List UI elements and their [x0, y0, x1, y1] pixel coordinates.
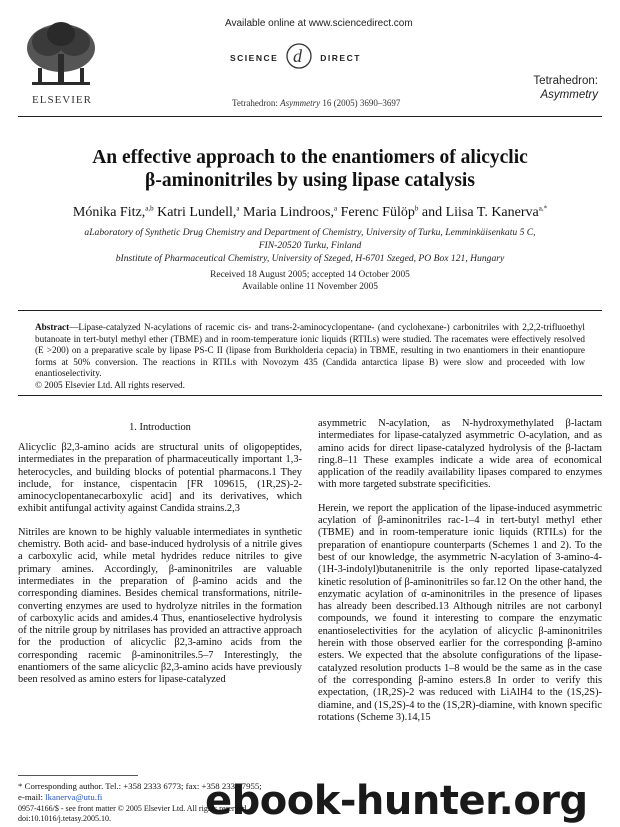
title-line-1: An effective approach to the enantiomers of alicyclic: [92, 147, 528, 168]
intro-paragraph-4: Herein, we report the application of the lipase-induced asymmetric acylation of β-aminonitriles rac-1–4 in tert-butyl methyl ether (TBME) and in room-temperature ionic liquids (RTILs) for the preparation of enantiopure counterparts (Schemes 1 and 2). To the best of our knowledge, the asymmetric N-acylation of 3-amino-4-(1H-3-indolyl)butanenitrile is the only reported lipase-catalyzed kinetic resolution of β-aminonitriles so far.12 On the other hand, the enzymatic acylation of α-aminonitriles in the presence of lipases has already been described.13 Although nitriles are not carbonyl compounds, we found it interesting to compare the enzymatic enantioselectivities for the acylation of alicyclic β-aminonitriles herein with those observed earlier for the corresponding β-amino esters. We expected that the absolute configurations of the lipase-catalyzed resolution products 1–8 would be the same as in the case of the corresponding β-amino esters.8 In order to verify this expectation, (1R,2S)-2 was reduced with LiAlH4 to the (1S,2S)-diamine, and (1S,2S)-4 to the (1S,2R)-diamine, with known specific rotations (Scheme 3).14,15: [318, 502, 602, 723]
journal-name-line2: Asymmetry: [540, 89, 598, 101]
received-dates: Received 18 August 2005; accepted 14 October 2005: [210, 270, 410, 280]
doi-line: doi:10.1016/j.tetasy.2005.10.: [18, 814, 112, 823]
publisher-name: ELSEVIER: [32, 94, 92, 106]
available-online-text: Available online at www.sciencedirect.com: [225, 18, 413, 29]
abstract-top-rule: [18, 310, 602, 311]
citation-line: [232, 98, 400, 108]
sciencedirect-left-word: SCIENCE: [230, 53, 279, 63]
citation-journal: Asymmetry: [280, 98, 321, 108]
issn-doi-block: [18, 804, 248, 824]
abstract-text: —Lipase-catalyzed N-acylations of racemic cis- and trans-2-aminocyclopentane- (and cyclohexane-) carbonitriles with 2,2,2-trifluoethyl butanoate in tert-butyl methyl ether (TBME) and in room-temperature ionic liquids (RTILs) were studied. The racemates were effectively resolved (E >200) on a preparative scale by lipase PS-C II (lipase from Burkholderia cepacia) in TBME, resulting in two enantiomers in their enantiopure forms at 50% conversion. The reactions in RTILs with Novozym 435 (Candida antarctica lipase B) were slow and proceeded with low enantioselectivity.: [35, 322, 585, 379]
abstract-label: Abstract: [35, 322, 70, 332]
affiliation-a-line2: FIN-20520 Turku, Finland: [258, 239, 362, 251]
intro-paragraph-1: Alicyclic β2,3-amino acids are structural units of oligopeptides, intermediates in the preparation of pharmaceutically important 1,3-heterocycles, and building blocks of potential pharmacons.1 They include, for instance, cispentacin [FR 109615, (1R,2S)-2-aminocyclopentanecarboxylic acid] and its derivatives, which exhibit antifungal activity against Candida strains.2,3: [18, 442, 302, 515]
svg-text:d: d: [293, 45, 303, 66]
journal-brand: [533, 74, 598, 102]
author-list: Mónika Fitz,$^{a,b}$ Katri Lundell,$^a$ Maria Lindroos,$^a$ Ferenc Fülöp$^b$ and Liisa T. Kanerva$^{a,*}$: [72, 204, 548, 220]
abstract-bottom-rule: [18, 395, 602, 396]
header-rule: [18, 116, 602, 117]
abstract-block: [35, 322, 585, 392]
footnote-rule: [18, 775, 138, 776]
article-title: [0, 146, 620, 192]
sciencedirect-logo: [230, 43, 361, 73]
affiliation-a-line1: aLaboratory of Synthetic Drug Chemistry and Department of Chemistry, University of Turku, Lemminkäisenkatu 5 C,: [84, 227, 536, 238]
email-label: e-mail:: [18, 792, 46, 802]
citation-suffix: 16 (2005) 3690–3697: [320, 98, 401, 108]
title-line-2: β-aminonitriles by using lipase catalysis: [145, 170, 475, 191]
left-column: [18, 442, 302, 698]
affiliation-a: [40, 227, 580, 252]
sciencedirect-d-icon: [284, 41, 314, 76]
author-email-link[interactable]: lkanerva@utu.fi: [45, 792, 103, 802]
affiliation-b: bInstitute of Pharmaceutical Chemistry, University of Szeged, H-6701 Szeged, PO Box 121, Hungary: [115, 253, 505, 264]
section-title: 1. Introduction: [129, 422, 191, 433]
citation-prefix: Tetrahedron:: [232, 98, 281, 108]
abstract-copyright: © 2005 Elsevier Ltd. All rights reserved.: [35, 379, 185, 390]
issn-line: 0957-4166/$ - see front matter © 2005 Elsevier Ltd. All rights reserved.: [18, 804, 249, 813]
intro-paragraph-3: asymmetric N-acylation, as N-hydroxymethylated β-lactam intermediates for lipase-catalyzed asymmetric O-acylation, and as amino acids for direct lipase-catalyzed hydrolysis of the β-lactam ring.8–11 These examples indicate a wide area of economical application of the readily availability lipases compared to enzymes with more targeted substrate specificities.: [318, 418, 602, 491]
watermark-text: ebook-hunter.org: [205, 778, 588, 824]
right-column: [318, 418, 602, 735]
sciencedirect-right-word: DIRECT: [320, 53, 361, 63]
intro-paragraph-2: Nitriles are known to be highly valuable intermediates in synthetic chemistry. Both acid- and base-induced hydrolysis of a nitrile gives a carboxylic acid, while metal hydrides reduce nitriles to give primary amines. Accordingly, β-aminonitriles are valuable intermediates in the preparation of β-amino acids and the corresponding diamines. Besides chemical transformations, nitrile-converting enzymes are used to hydrolyze nitriles in the formation of carboxylic acids and amides.4 Thus, enantioselective hydrolysis of the nitrile group by nitrilases has provided an attractive approach for the production of alicyclic β2,3-amino acids from the corresponding racemic β-aminonitriles.5–7 Interestingly, the enantiomers of the same alicyclic β2,3-amino acids have previously been resolved as amino esters for lipase-catalyzed: [18, 526, 302, 686]
online-date: Available online 11 November 2005: [242, 282, 378, 292]
journal-name-line1: Tetrahedron:: [533, 75, 598, 87]
footnote-line1: * Corresponding author. Tel.: +358 2333 6773; fax: +358 2333 7955;: [18, 781, 262, 791]
